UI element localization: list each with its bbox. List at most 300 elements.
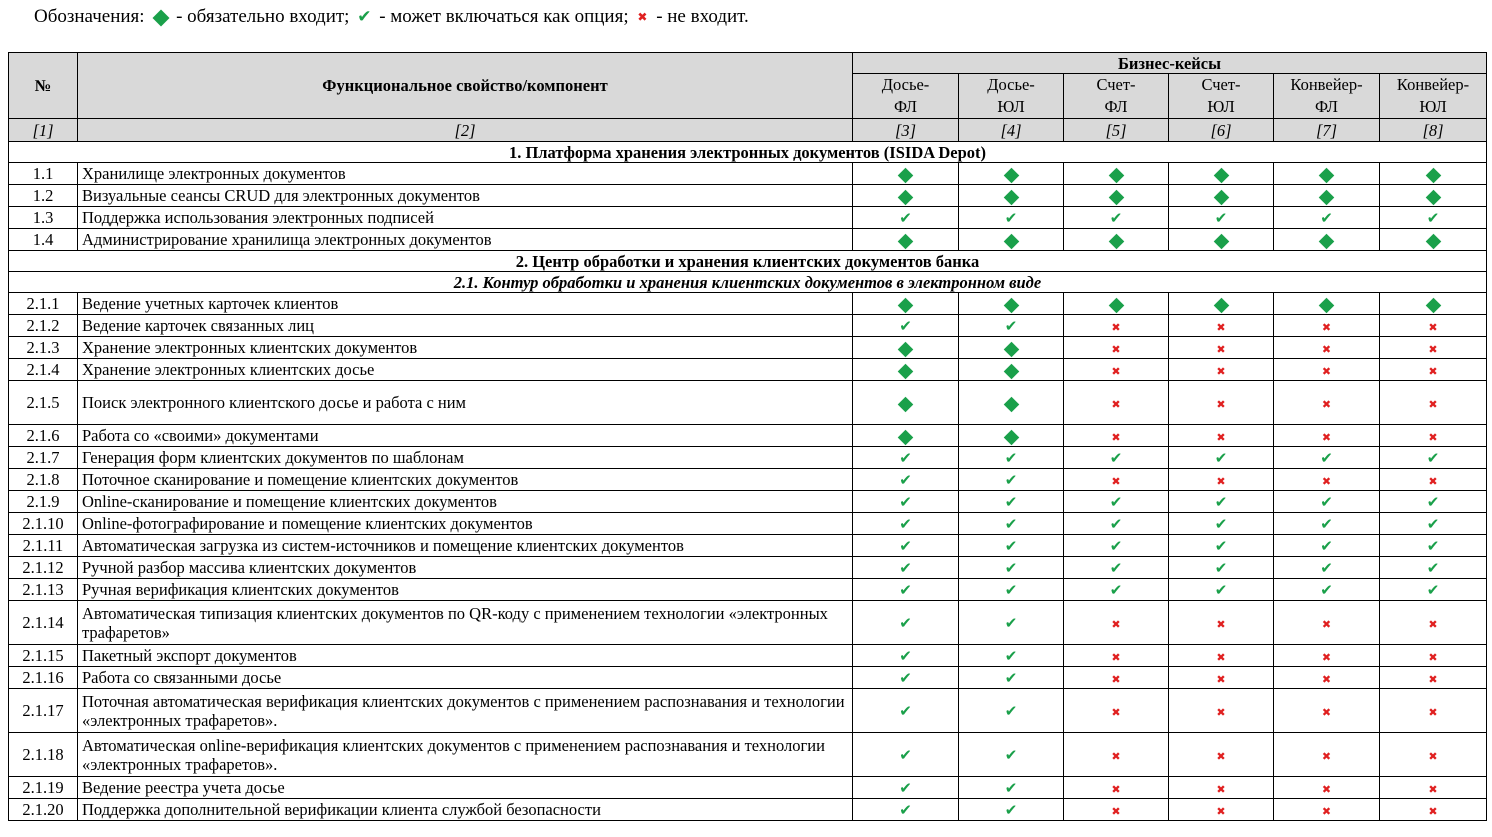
optional-check-icon: ✔	[1214, 209, 1228, 227]
table-row	[9, 667, 1487, 689]
status-cell	[959, 185, 1064, 207]
optional-check-icon: ✔	[1109, 209, 1123, 227]
status-cell	[1169, 733, 1274, 777]
status-cell	[853, 579, 959, 601]
excluded-cross-icon: ✖	[1321, 673, 1332, 686]
mandatory-diamond-icon	[1213, 167, 1229, 183]
optional-check-icon: ✔	[1214, 449, 1228, 467]
feature-name: Ведение учетных карточек клиентов	[78, 293, 853, 315]
excluded-cross-icon: ✖	[1111, 750, 1121, 763]
status-cell	[1064, 733, 1169, 777]
table-row	[9, 207, 1487, 229]
mandatory-diamond-icon	[898, 396, 914, 412]
status-cell	[1064, 799, 1169, 821]
excluded-cross-icon: ✖	[1216, 398, 1226, 411]
feature-name: Ручная верификация клиентских документов	[78, 579, 853, 601]
table-row	[9, 315, 1487, 337]
excluded-cross-icon: ✖	[1111, 651, 1121, 664]
status-cell	[959, 557, 1064, 579]
excluded-cross-icon: ✖	[1321, 431, 1332, 444]
mandatory-diamond-icon	[155, 5, 167, 31]
status-cell	[1380, 689, 1487, 733]
status-cell	[1380, 163, 1487, 185]
status-cell	[1169, 381, 1274, 425]
status-cell	[1380, 799, 1487, 821]
table-row	[9, 733, 1487, 777]
feature-name: Online-фотографирование и помещение клиентских документов	[78, 513, 853, 535]
excluded-cross-icon: ✖	[1216, 706, 1226, 719]
feature-name: Хранение электронных клиентских документов	[78, 337, 853, 359]
optional-check-icon: ✔	[1320, 559, 1333, 577]
status-cell	[1380, 579, 1487, 601]
column-header-case: Конвейер- ФЛ	[1274, 74, 1380, 119]
column-group-business-cases: Бизнес-кейсы	[853, 53, 1487, 74]
status-cell	[1169, 163, 1274, 185]
optional-check-icon: ✔	[1109, 581, 1123, 599]
status-cell	[1274, 381, 1380, 425]
row-number: 2.1.9	[9, 491, 78, 513]
mandatory-diamond-icon	[898, 341, 914, 357]
mandatory-diamond-icon	[1108, 189, 1124, 205]
mandatory-diamond-icon	[898, 189, 914, 205]
optional-check-icon: ✔	[1426, 449, 1440, 467]
row-number: 2.1.18	[9, 733, 78, 777]
status-cell	[1274, 491, 1380, 513]
row-number: 2.1.7	[9, 447, 78, 469]
status-cell	[959, 337, 1064, 359]
status-cell	[1064, 513, 1169, 535]
optional-check-icon: ✔	[899, 471, 912, 489]
excluded-cross-icon: ✖	[1428, 783, 1438, 796]
status-cell	[1380, 185, 1487, 207]
status-cell	[1064, 535, 1169, 557]
feature-name: Генерация форм клиентских документов по шаблонам	[78, 447, 853, 469]
optional-check-icon: ✔	[899, 537, 912, 555]
optional-check-icon: ✔	[899, 493, 912, 511]
optional-check-icon: ✔	[899, 317, 912, 335]
table-row	[9, 535, 1487, 557]
optional-check-icon: ✔	[899, 515, 912, 533]
table-row	[9, 185, 1487, 207]
excluded-cross-icon: ✖	[1216, 343, 1226, 356]
mandatory-diamond-icon	[1003, 396, 1019, 412]
row-number: 2.1.14	[9, 601, 78, 645]
status-cell	[1169, 425, 1274, 447]
status-cell	[1380, 733, 1487, 777]
status-cell	[1274, 777, 1380, 799]
status-cell	[1169, 645, 1274, 667]
mandatory-diamond-icon	[1213, 189, 1229, 205]
mandatory-diamond-icon	[1003, 297, 1019, 313]
optional-check-icon: ✔	[1426, 493, 1440, 511]
optional-check-icon: ✔	[1214, 559, 1228, 577]
row-number: 2.1.13	[9, 579, 78, 601]
status-cell	[853, 163, 959, 185]
status-cell	[1064, 315, 1169, 337]
status-cell	[853, 799, 959, 821]
table-row	[9, 359, 1487, 381]
subsection-title: 2.1. Контур обработки и хранения клиентских документов в электронном виде	[9, 272, 1487, 293]
status-cell	[853, 535, 959, 557]
status-cell	[1274, 601, 1380, 645]
optional-check-icon: ✔	[1426, 209, 1440, 227]
column-header-case: Счет- ЮЛ	[1169, 74, 1274, 119]
status-cell	[853, 557, 959, 579]
optional-check-icon: ✔	[1426, 559, 1440, 577]
status-cell	[853, 229, 959, 251]
feature-name: Работа со связанными досье	[78, 667, 853, 689]
table-row	[9, 447, 1487, 469]
feature-name: Ведение карточек связанных лиц	[78, 315, 853, 337]
excluded-cross-icon: ✖	[1111, 321, 1121, 334]
feature-name: Хранилище электронных документов	[78, 163, 853, 185]
excluded-cross-icon: ✖	[1321, 706, 1332, 719]
excluded-cross-icon: ✖	[1428, 651, 1438, 664]
status-cell	[1380, 425, 1487, 447]
index-cell: [5]	[1064, 119, 1169, 142]
status-cell	[1064, 579, 1169, 601]
mandatory-diamond-icon	[1003, 233, 1019, 249]
mandatory-diamond-icon	[1213, 297, 1229, 313]
column-header-case: Досье- ФЛ	[853, 74, 959, 119]
status-cell	[1169, 667, 1274, 689]
status-cell	[1064, 359, 1169, 381]
status-cell	[959, 535, 1064, 557]
excluded-cross-icon: ✖	[1111, 805, 1121, 818]
status-cell	[1274, 535, 1380, 557]
optional-check-icon: ✔	[899, 801, 912, 819]
excluded-cross-icon: ✖	[1111, 343, 1121, 356]
optional-check-icon: ✔	[1320, 581, 1333, 599]
status-cell	[959, 491, 1064, 513]
status-cell	[1380, 513, 1487, 535]
status-cell	[1169, 491, 1274, 513]
feature-name: Online-сканирование и помещение клиентских документов	[78, 491, 853, 513]
table-row	[9, 601, 1487, 645]
table-row	[9, 689, 1487, 733]
optional-check-icon: ✔	[899, 449, 912, 467]
status-cell	[853, 469, 959, 491]
status-cell	[959, 229, 1064, 251]
status-cell	[1169, 535, 1274, 557]
optional-check-icon: ✔	[1320, 449, 1333, 467]
status-cell	[1274, 163, 1380, 185]
mandatory-diamond-icon	[1003, 363, 1019, 379]
row-number: 2.1.8	[9, 469, 78, 491]
status-cell	[1169, 229, 1274, 251]
status-cell	[1064, 447, 1169, 469]
row-number: 2.1.1	[9, 293, 78, 315]
status-cell	[1064, 337, 1169, 359]
status-cell	[853, 667, 959, 689]
status-cell	[1169, 469, 1274, 491]
optional-check-icon: ✔	[1320, 209, 1333, 227]
status-cell	[1064, 185, 1169, 207]
excluded-cross-icon: ✖	[1216, 321, 1226, 334]
status-cell	[1064, 381, 1169, 425]
status-cell	[959, 799, 1064, 821]
status-cell	[853, 185, 959, 207]
status-cell	[1380, 777, 1487, 799]
status-cell	[1380, 601, 1487, 645]
excluded-cross-icon: ✖	[1321, 398, 1332, 411]
feature-name: Поточное сканирование и помещение клиентских документов	[78, 469, 853, 491]
optional-check-icon: ✔	[1004, 581, 1018, 599]
optional-check-icon: ✔	[899, 614, 912, 632]
mandatory-diamond-icon	[1003, 341, 1019, 357]
status-cell	[1169, 337, 1274, 359]
status-cell	[1274, 425, 1380, 447]
feature-name: Администрирование хранилища электронных документов	[78, 229, 853, 251]
mandatory-diamond-icon	[898, 297, 914, 313]
excluded-cross-icon: ✖	[1216, 805, 1226, 818]
feature-name: Поиск электронного клиентского досье и работа с ним	[78, 381, 853, 425]
row-number: 2.1.17	[9, 689, 78, 733]
mandatory-diamond-icon	[1425, 167, 1441, 183]
status-cell	[853, 645, 959, 667]
status-cell	[1169, 185, 1274, 207]
excluded-cross-icon: ✖	[1216, 618, 1226, 631]
status-cell	[1274, 513, 1380, 535]
index-cell: [2]	[78, 119, 853, 142]
excluded-cross-icon: ✖	[1321, 475, 1332, 488]
row-number: 2.1.16	[9, 667, 78, 689]
row-number: 2.1.5	[9, 381, 78, 425]
section-row	[9, 142, 1487, 163]
status-cell	[959, 601, 1064, 645]
status-cell	[959, 447, 1064, 469]
mandatory-diamond-icon	[1213, 233, 1229, 249]
excluded-cross-icon: ✖	[1428, 343, 1438, 356]
feature-name: Визуальные сеансы CRUD для электронных документов	[78, 185, 853, 207]
status-cell	[1274, 557, 1380, 579]
optional-check-icon: ✔	[1214, 537, 1228, 555]
status-cell	[853, 207, 959, 229]
status-cell	[1169, 557, 1274, 579]
status-cell	[1169, 689, 1274, 733]
status-cell	[1064, 689, 1169, 733]
column-header-case: Счет- ФЛ	[1064, 74, 1169, 119]
row-number: 2.1.12	[9, 557, 78, 579]
excluded-cross-icon: ✖	[1216, 431, 1226, 444]
status-cell	[1274, 229, 1380, 251]
excluded-cross-icon: ✖	[1216, 365, 1226, 378]
legend-optional: - может включаться как опция;	[379, 6, 629, 27]
optional-check-icon: ✔	[1109, 559, 1123, 577]
status-cell	[853, 293, 959, 315]
row-number: 1.3	[9, 207, 78, 229]
row-number: 1.2	[9, 185, 78, 207]
optional-check-icon: ✔	[1426, 515, 1440, 533]
feature-name: Автоматическая типизация клиентских документов по QR-коду с применением технологии «электронных трафаретов»	[78, 601, 853, 645]
status-cell	[959, 163, 1064, 185]
table-row	[9, 163, 1487, 185]
feature-name: Хранение электронных клиентских досье	[78, 359, 853, 381]
status-cell	[1064, 777, 1169, 799]
excluded-cross-icon: ✖	[637, 10, 648, 25]
table-row	[9, 579, 1487, 601]
status-cell	[959, 381, 1064, 425]
optional-check-icon: ✔	[1004, 801, 1018, 819]
status-cell	[1064, 645, 1169, 667]
excluded-cross-icon: ✖	[1321, 618, 1332, 631]
table-row	[9, 557, 1487, 579]
status-cell	[1064, 293, 1169, 315]
row-number: 2.1.20	[9, 799, 78, 821]
index-row	[9, 119, 1487, 142]
optional-check-icon: ✔	[1109, 515, 1123, 533]
table-row	[9, 513, 1487, 535]
optional-check-icon: ✔	[899, 559, 912, 577]
optional-check-icon: ✔	[1109, 537, 1123, 555]
excluded-cross-icon: ✖	[1321, 805, 1332, 818]
optional-check-icon: ✔	[1426, 537, 1440, 555]
mandatory-diamond-icon	[1319, 167, 1335, 183]
optional-check-icon: ✔	[899, 669, 912, 687]
index-cell: [7]	[1274, 119, 1380, 142]
status-cell	[853, 337, 959, 359]
status-cell	[853, 491, 959, 513]
row-number: 2.1.10	[9, 513, 78, 535]
status-cell	[1380, 491, 1487, 513]
status-cell	[1169, 579, 1274, 601]
status-cell	[1380, 359, 1487, 381]
optional-check-icon: ✔	[899, 779, 912, 797]
mandatory-diamond-icon	[1319, 189, 1335, 205]
status-cell	[1064, 425, 1169, 447]
optional-check-icon: ✔	[1004, 702, 1018, 720]
feature-name: Ведение реестра учета досье	[78, 777, 853, 799]
row-number: 2.1.15	[9, 645, 78, 667]
excluded-cross-icon: ✖	[1428, 673, 1438, 686]
excluded-cross-icon: ✖	[1216, 673, 1226, 686]
table-row	[9, 645, 1487, 667]
excluded-cross-icon: ✖	[1111, 431, 1121, 444]
table-row	[9, 469, 1487, 491]
legend-mandatory: - обязательно входит;	[176, 6, 350, 27]
index-cell: [6]	[1169, 119, 1274, 142]
status-cell	[1064, 491, 1169, 513]
optional-check-icon: ✔	[1004, 669, 1018, 687]
excluded-cross-icon: ✖	[1428, 365, 1438, 378]
optional-check-icon: ✔	[1320, 537, 1333, 555]
status-cell	[959, 689, 1064, 733]
excluded-cross-icon: ✖	[1428, 475, 1438, 488]
excluded-cross-icon: ✖	[1321, 783, 1332, 796]
mandatory-diamond-icon	[1108, 297, 1124, 313]
excluded-cross-icon: ✖	[1111, 673, 1121, 686]
table-row	[9, 229, 1487, 251]
status-cell	[959, 513, 1064, 535]
mandatory-diamond-icon	[1425, 233, 1441, 249]
status-cell	[853, 359, 959, 381]
mandatory-diamond-icon	[1003, 167, 1019, 183]
status-cell	[1169, 777, 1274, 799]
row-number: 1.4	[9, 229, 78, 251]
column-header-feature: Функциональное свойство/компонент	[78, 53, 853, 119]
excluded-cross-icon: ✖	[1428, 750, 1438, 763]
status-cell	[1169, 601, 1274, 645]
excluded-cross-icon: ✖	[1216, 475, 1226, 488]
excluded-cross-icon: ✖	[1428, 398, 1438, 411]
mandatory-diamond-icon	[1425, 189, 1441, 205]
optional-check-icon: ✔	[899, 702, 912, 720]
status-cell	[1064, 469, 1169, 491]
optional-check-icon: ✔	[1214, 581, 1228, 599]
status-cell	[1064, 207, 1169, 229]
table-row	[9, 293, 1487, 315]
status-cell	[853, 733, 959, 777]
table-row	[9, 777, 1487, 799]
optional-check-icon: ✔	[1004, 614, 1018, 632]
status-cell	[1169, 293, 1274, 315]
excluded-cross-icon: ✖	[1428, 706, 1438, 719]
status-cell	[1274, 359, 1380, 381]
column-header-case: Досье- ЮЛ	[959, 74, 1064, 119]
status-cell	[1380, 557, 1487, 579]
table-row	[9, 381, 1487, 425]
status-cell	[853, 381, 959, 425]
status-cell	[959, 667, 1064, 689]
optional-check-icon: ✔	[899, 581, 912, 599]
optional-check-icon: ✔	[1214, 515, 1228, 533]
index-cell: [4]	[959, 119, 1064, 142]
status-cell	[1169, 799, 1274, 821]
status-cell	[959, 777, 1064, 799]
feature-name: Поддержка дополнительной верификации клиента службой безопасности	[78, 799, 853, 821]
optional-check-icon: ✔	[357, 7, 372, 28]
mandatory-diamond-icon	[1003, 429, 1019, 445]
mandatory-diamond-icon	[1108, 233, 1124, 249]
section-title: 1. Платформа хранения электронных документов (ISIDA Depot)	[9, 142, 1487, 163]
excluded-cross-icon: ✖	[1216, 783, 1226, 796]
status-cell	[959, 579, 1064, 601]
section-row	[9, 251, 1487, 272]
optional-check-icon: ✔	[1004, 209, 1018, 227]
column-header-case: Конвейер- ЮЛ	[1380, 74, 1487, 119]
status-cell	[853, 689, 959, 733]
status-cell	[1274, 733, 1380, 777]
status-cell	[1064, 601, 1169, 645]
row-number: 2.1.11	[9, 535, 78, 557]
optional-check-icon: ✔	[1004, 779, 1018, 797]
status-cell	[959, 207, 1064, 229]
status-cell	[1274, 293, 1380, 315]
status-cell	[853, 315, 959, 337]
optional-check-icon: ✔	[1320, 493, 1333, 511]
optional-check-icon: ✔	[1109, 493, 1123, 511]
mandatory-diamond-icon	[1108, 167, 1124, 183]
mandatory-diamond-icon	[1319, 233, 1335, 249]
status-cell	[1064, 229, 1169, 251]
excluded-cross-icon: ✖	[1111, 398, 1121, 411]
excluded-cross-icon: ✖	[1111, 365, 1121, 378]
row-number: 2.1.2	[9, 315, 78, 337]
feature-name: Пакетный экспорт документов	[78, 645, 853, 667]
optional-check-icon: ✔	[1214, 493, 1228, 511]
status-cell	[1064, 667, 1169, 689]
status-cell	[1169, 207, 1274, 229]
legend-prefix: Обозначения:	[34, 6, 145, 27]
row-number: 2.1.3	[9, 337, 78, 359]
optional-check-icon: ✔	[1004, 647, 1018, 665]
optional-check-icon: ✔	[899, 209, 912, 227]
excluded-cross-icon: ✖	[1216, 651, 1226, 664]
status-cell	[1274, 337, 1380, 359]
mandatory-diamond-icon	[1319, 297, 1335, 313]
status-cell	[959, 293, 1064, 315]
status-cell	[1169, 315, 1274, 337]
